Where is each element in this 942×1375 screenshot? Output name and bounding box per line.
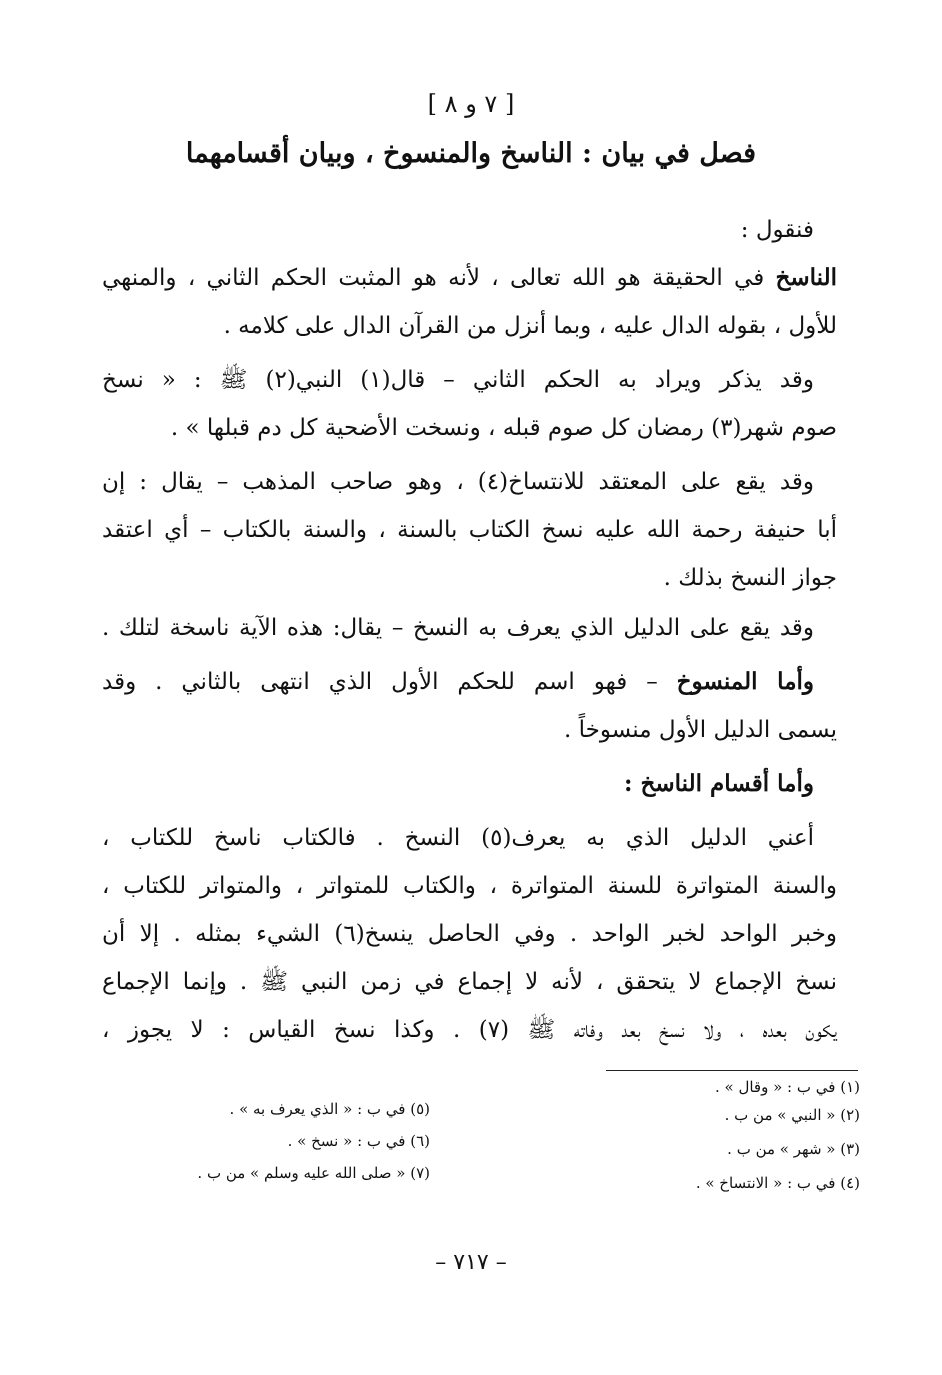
paragraph-line: وقد يقع على المعتقد للانتساخ(٤) ، وهو صاحب المذهب – يقال : إن <box>102 469 815 495</box>
intro-line: فنقول : <box>740 217 814 243</box>
paragraph-line <box>102 262 837 294</box>
paragraph-line: نسخ الإجماع لا يتحقق ، لأنه لا إجماع في زمن النبي ﷺ . وإنما الإجماع <box>102 969 837 995</box>
term-mansukh: وأما المنسوخ <box>676 668 815 695</box>
footnote-5: (٥) في ب : « الذي يعرف به » . <box>229 1100 430 1118</box>
page-number: – ٧١٧ – <box>435 1250 507 1275</box>
paragraph-line <box>102 666 814 698</box>
chapter-heading: فصل في بيان : الناسخ والمنسوخ ، وبيان أقسامهما <box>185 138 757 169</box>
paragraph-line: أعني الدليل الذي به يعرف(٥) النسخ . فالكتاب ناسخ للكتاب ، <box>102 825 814 851</box>
paragraph-line: يسمى الدليل الأول منسوخاً . <box>564 717 837 743</box>
section-number: [ ٧ و ٨ ] <box>427 90 515 118</box>
text-span: في الحقيقة هو الله تعالى ، لأنه هو المثبت الحكم الثاني ، والمنهي <box>102 265 765 291</box>
footnote-6: (٦) في ب : « نسخ » . <box>287 1132 430 1150</box>
paragraph-line: يكون بعده ، ولا نسخ بعد وفاته ﷺ (٧) . وكذا نسخ القياس : لا يجوز ، <box>102 1017 837 1043</box>
footnote-7: (٧) « صلى الله عليه وسلم » من ب . <box>197 1164 430 1182</box>
term-nasikh: الناسخ <box>775 264 837 291</box>
footnote-4: (٤) في ب : « الانتساخ » . <box>695 1174 860 1192</box>
paragraph-line: أبا حنيفة رحمة الله عليه نسخ الكتاب بالسنة ، والسنة بالكتاب – أي اعتقد <box>102 517 837 543</box>
footnote-1: (١) في ب : « وقال » . <box>714 1078 860 1096</box>
subheading-text: وأما أقسام الناسخ : <box>624 770 814 797</box>
paragraph-line: والسنة المتواترة للسنة المتواترة ، والكتاب للمتواتر ، والمتواتر للكتاب ، <box>102 873 837 899</box>
subheading <box>102 768 814 800</box>
footnote-2: (٢) « النبي » من ب . <box>724 1106 860 1124</box>
footnote-3: (٣) « شهر » من ب . <box>727 1140 860 1158</box>
text-span: – فهو اسم للحكم الأول الذي انتهى بالثاني . وقد <box>102 669 658 695</box>
paragraph-line: للأول ، بقوله الدال عليه ، وبما أنزل من القرآن الدال على كلامه . <box>223 313 837 339</box>
footnote-divider <box>606 1070 858 1071</box>
paragraph-line: وخبر الواحد لخبر الواحد . وفي الحاصل ينسخ(٦) الشيء بمثله . إلا أن <box>102 921 837 947</box>
paragraph-line: وقد يذكر ويراد به الحكم الثاني – قال(١) النبي(٢) ﷺ : « نسخ <box>102 367 814 393</box>
paragraph-line: جواز النسخ بذلك . <box>663 565 837 591</box>
paragraph-line: صوم شهر(٣) رمضان كل صوم قبله ، ونسخت الأضحية كل دم قبلها » . <box>170 415 837 441</box>
paragraph-line: وقد يقع على الدليل الذي يعرف به النسخ – يقال: هذه الآية ناسخة لتلك . <box>102 615 814 641</box>
